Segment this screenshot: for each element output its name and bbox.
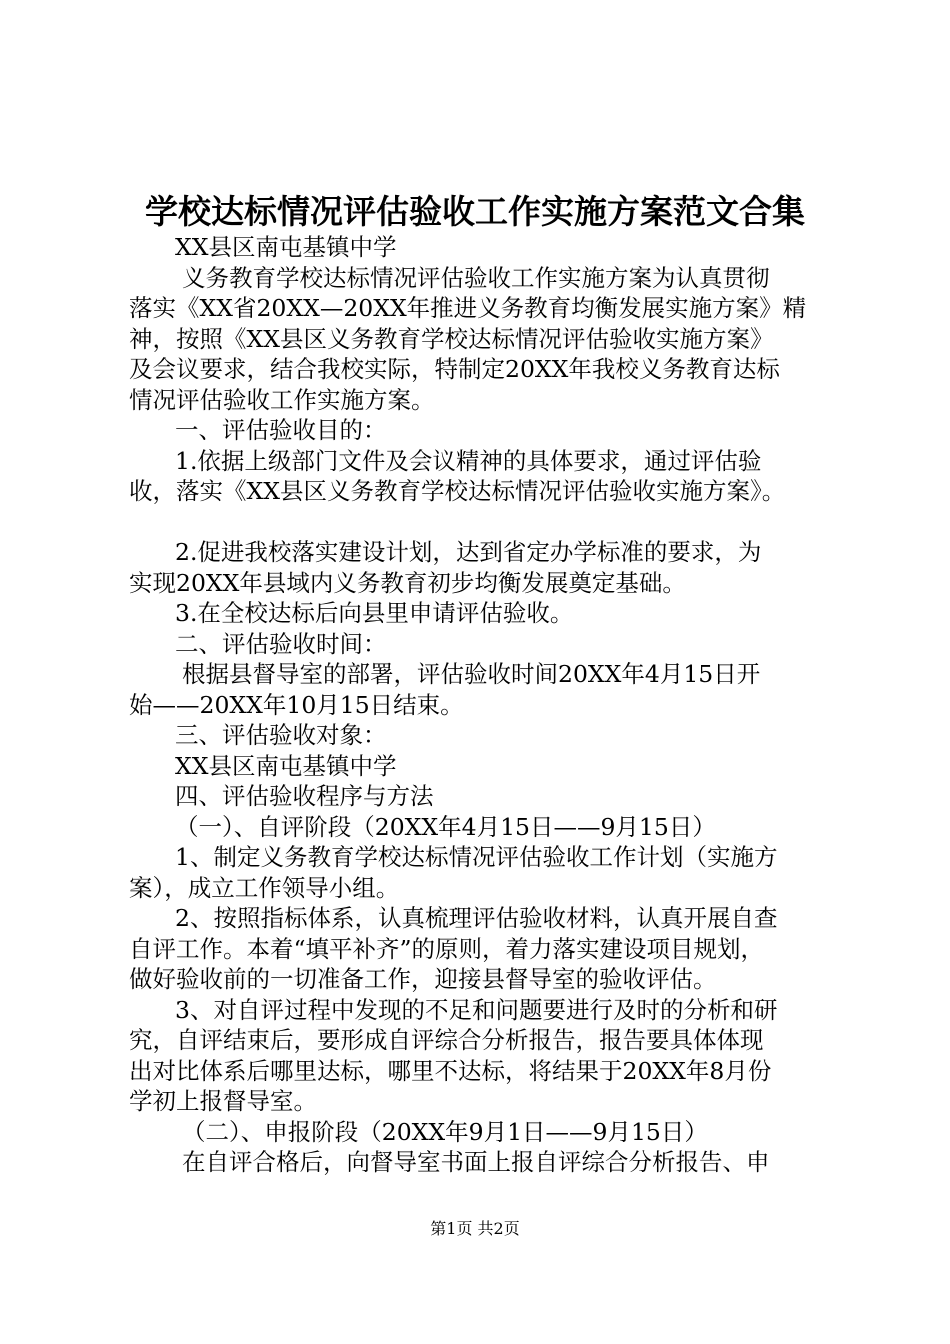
text-line: 2、按照指标体系，认真梳理评估验收材料，认真开展自查 xyxy=(175,904,778,932)
text-line: 神，按照《XX县区义务教育学校达标情况评估验收实施方案》 xyxy=(129,324,774,353)
section-heading: 四、评估验收程序与方法 xyxy=(175,782,434,810)
text-line: 在自评合格后，向督导室书面上报自评综合分析报告、申 xyxy=(182,1148,770,1176)
text-line: 及会议要求，结合我校实际，特制定20XX年我校义务教育达标 xyxy=(129,355,780,383)
text-line: 学初上报督导室。 xyxy=(129,1087,317,1115)
section-heading: 一、评估验收目的： xyxy=(175,416,387,444)
text-line: 根据县督导室的部署，评估验收时间20XX年4月15日开 xyxy=(182,660,761,688)
text-line: 义务教育学校达标情况评估验收工作实施方案为认真贯彻 xyxy=(182,263,770,292)
text-line: 3.在全校达标后向县里申请评估验收。 xyxy=(175,599,574,627)
text-line: 情况评估验收工作实施方案。 xyxy=(129,385,435,414)
text-line: 出对比体系后哪里达标，哪里不达标，将结果于20XX年8月份 xyxy=(129,1056,772,1085)
text-line: 3、对自评过程中发现的不足和问题要进行及时的分析和研 xyxy=(175,995,778,1024)
text-line: 收，落实《XX县区义务教育学校达标情况评估验收实施方案》。 xyxy=(129,477,786,505)
text-line: XX县区南屯基镇中学 xyxy=(175,751,397,780)
subsection-heading: （一）、自评阶段（20XX年4月15日——9月15日） xyxy=(175,812,716,841)
document-body xyxy=(129,232,834,1178)
text-line: 2.促进我校落实建设计划，达到省定办学标准的要求，为 xyxy=(175,538,762,566)
text-line: 落实《XX省20XX—20XX年推进义务教育均衡发展实施方案》精 xyxy=(129,294,807,322)
text-line: 究，自评结束后，要形成自评综合分析报告，报告要具体体现 xyxy=(129,1026,764,1054)
blank-line xyxy=(129,507,834,538)
page-footer: 第1页 共2页 xyxy=(430,1219,520,1238)
section-heading: 三、评估验收对象： xyxy=(175,721,387,749)
text-line: 做好验收前的一切准备工作，迎接县督导室的验收评估。 xyxy=(129,965,717,993)
document-title: 学校达标情况评估验收工作实施方案范文合集 xyxy=(145,192,805,231)
section-heading: 二、评估验收时间： xyxy=(175,629,387,658)
text-line: XX县区南屯基镇中学 xyxy=(175,233,397,261)
text-line: 案），成立工作领导小组。 xyxy=(129,873,400,902)
text-line: 始——20XX年10月15日结束。 xyxy=(129,690,464,719)
text-line: 1、制定义务教育学校达标情况评估验收工作计划（实施方 xyxy=(175,843,778,871)
text-line: 1.依据上级部门文件及会议精神的具体要求，通过评估验 xyxy=(175,446,762,475)
text-line: 实现20XX年县域内义务教育初步均衡发展奠定基础。 xyxy=(129,568,686,597)
text-line: 自评工作。本着“填平补齐”的原则，着力落实建设项目规划， xyxy=(129,934,765,963)
subsection-heading: （二）、申报阶段（20XX年9月1日——9月15日） xyxy=(182,1117,708,1146)
